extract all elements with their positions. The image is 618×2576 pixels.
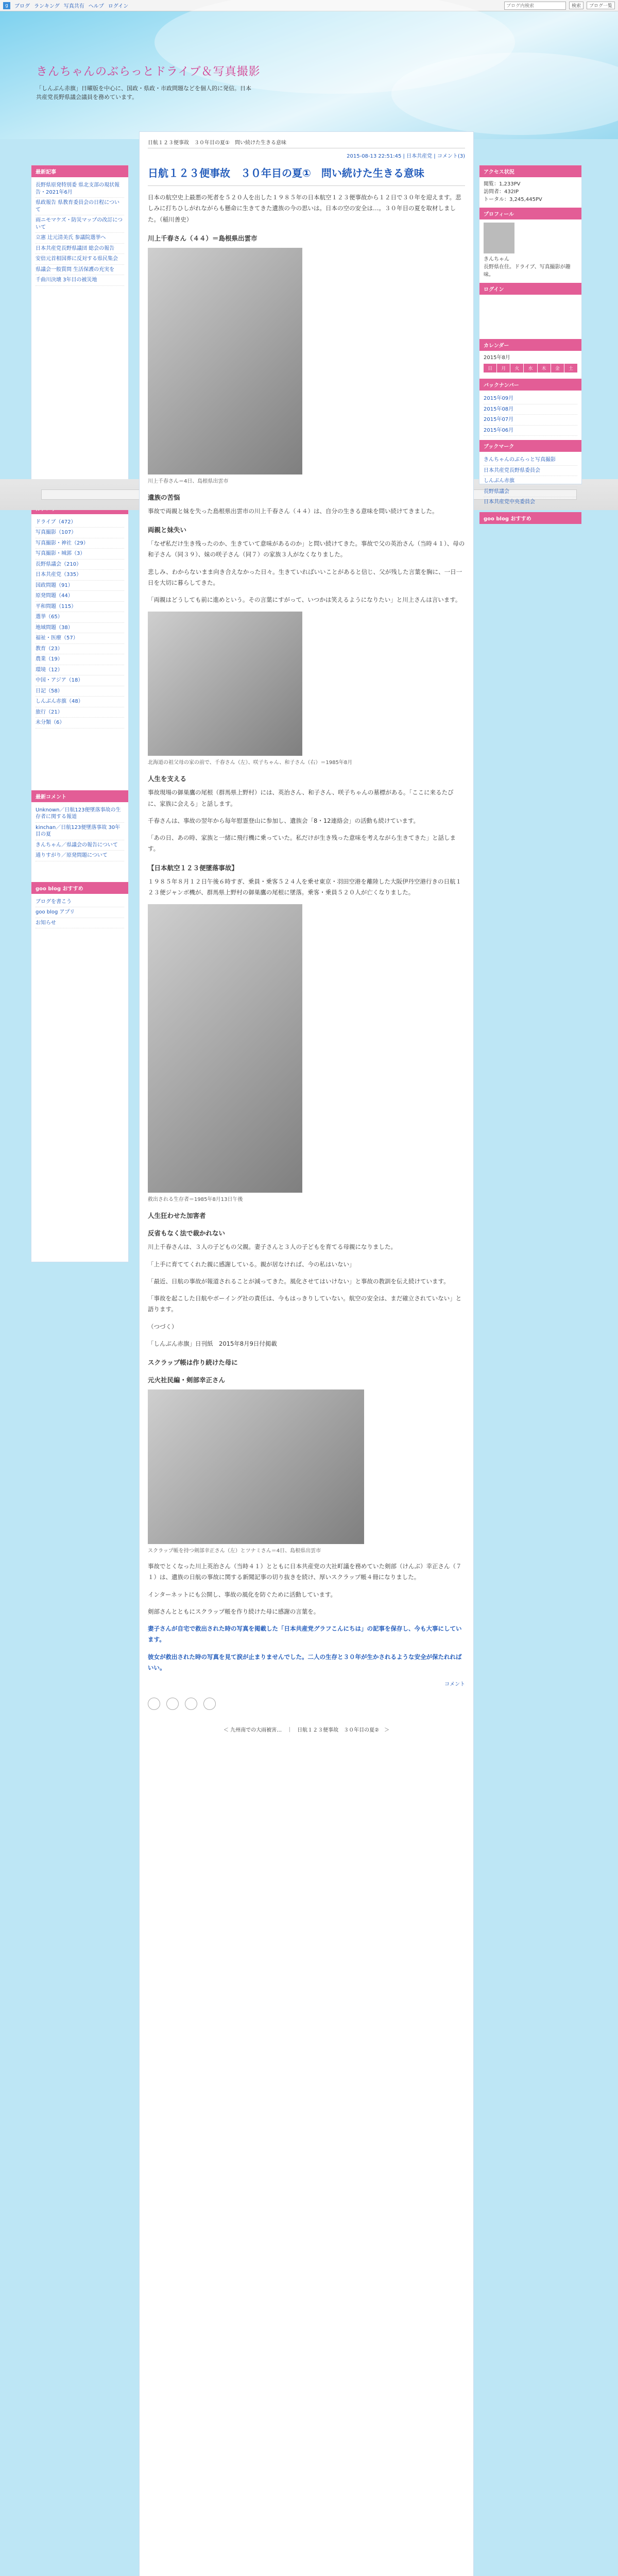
access-heading: アクセス状況 xyxy=(479,165,581,177)
paragraph: 事故でとくなった川上英治さん（当時４１）とともに日本共産党の大社町議を務めていた剣部（けんぶ）幸正さん（７１）は、遺族の日航の事故に関する新聞記事の切り抜きを続け、厚いスクラップ帳４冊になりました。 xyxy=(148,1563,462,1581)
category-link[interactable]: 原発問題（44） xyxy=(36,591,124,602)
category-link[interactable]: 国政問題（91） xyxy=(36,581,124,591)
comment-link[interactable]: kinchan／日航123便墜落事故 30年目の夏 xyxy=(36,823,124,840)
left-sidebar xyxy=(31,165,129,1262)
post-footer-comments-link[interactable]: コメント xyxy=(444,1682,465,1688)
paragraph: 「両親はどうしても前に進めという。その言葉にすがって、いつかは笑えるようになりたい」と川上さんは言います。 xyxy=(148,596,461,604)
photo-caption: スクラップ帳を持つ剣部幸正さん（左）とツナミさん＝4日、島根県出雲市 xyxy=(148,1548,321,1554)
backnumber-heading: バックナンバー xyxy=(479,379,581,391)
paragraph: 千春さんは、事故の翌年から毎年慰霊登山に参加し、遺族会「8・12連絡会」の活動も続けています。 xyxy=(148,817,420,824)
calendar: 日 月 火 水 木 金 土 xyxy=(479,362,581,375)
post-lede: 日本の航空史上最悪の死者を５２０人を出した１９８５年の日本航空１２３便事故から１２日で３０年を迎えます。悲しみに打ちひしがれながらも懸命に生きてきた遺族の今の思いは。日本の空の安全は…。３０年目の夏を取材しました。（稲川善史） xyxy=(148,194,461,223)
login-heading[interactable]: ログイン xyxy=(479,283,581,295)
recent-post-link[interactable]: 県政報告 県教育委員会の日程について xyxy=(36,198,124,215)
share-hatena-icon[interactable] xyxy=(203,1698,216,1710)
goo-recommend-heading: goo blog おすすめ xyxy=(31,882,128,894)
topbar-link-blog[interactable]: ブログ xyxy=(14,4,30,9)
category-link[interactable]: 長野県議会（210） xyxy=(36,560,124,570)
backnumber-link[interactable]: 2015年09月 xyxy=(484,394,577,404)
category-link[interactable]: 農業（19） xyxy=(36,654,124,665)
calendar-heading: カレンダー xyxy=(479,339,581,351)
search-button[interactable]: 検索 xyxy=(569,2,583,9)
recent-posts-heading: 最新記事 xyxy=(31,165,128,177)
share-buttons xyxy=(148,1698,465,1710)
paragraph: 「事故を起こした日航やボーイング社の責任は、今もはっきりしていない。航空の安全は、まだ確立されていない」と語ります。 xyxy=(148,1295,462,1313)
category-link[interactable]: 写真撮影・神社（29） xyxy=(36,538,124,549)
category-link[interactable]: 環境（12） xyxy=(36,665,124,676)
recent-post-link[interactable]: 県議会一般質問 生活保護の充実を xyxy=(36,265,124,276)
category-link[interactable]: ドライブ（472） xyxy=(36,517,124,528)
recent-post-link[interactable]: 安倍元首相国葬に反対する県民集会 xyxy=(36,254,124,265)
paragraph: 事故で両親と妹を失った島根県出雲市の川上千春さん（４４）は、自分の生きる意味を問い続けてきました。 xyxy=(148,507,438,515)
post-meta: 2015-08-13 22:51:45 | 日本共産党 | コメント(3) xyxy=(347,154,465,159)
category-link[interactable]: 写真撮影・城郭（3） xyxy=(36,549,124,560)
section-heading: 川上千春さん（４４）＝島根県出雲市 xyxy=(148,234,258,242)
portrait-photo xyxy=(148,248,302,474)
paragraph: １９８５年８月１２日午後６時すぎ、乗員・乗客５２４人を乗せ東京・羽田空港を離陸した大阪伊丹空港行きの日航１２３便ジャンボ機が、群馬県上野村の御巣鷹の尾根に墜落。乗客・乗員５２０人が亡くなりました。 xyxy=(148,877,462,896)
profile-heading: プロフィール xyxy=(479,208,581,219)
category-link[interactable]: 地域問題（38） xyxy=(36,623,124,634)
comment-link[interactable]: Unknown／日航123便墜落事故の生存者に関する報道 xyxy=(36,805,124,823)
blog-list-button[interactable]: ブログ一覧 xyxy=(587,2,615,9)
category-link[interactable]: 未分類（6） xyxy=(36,718,124,728)
source-note: 「しんぶん赤旗」日刊紙 2015年8月9日付掲載 xyxy=(148,1340,277,1347)
goo-logo-icon[interactable]: g xyxy=(3,2,10,9)
post-header-row xyxy=(148,138,465,148)
topbar-link-photo[interactable]: 写真共有 xyxy=(63,4,84,9)
recent-post-link[interactable]: 立憲 辻元清美氏 参議院選挙へ xyxy=(36,233,124,244)
family-photo xyxy=(148,612,302,756)
recommend-link[interactable]: ブログを書こう xyxy=(36,897,124,908)
section-heading: スクラップ帳は作り続けた母に xyxy=(148,1359,238,1367)
scrapbook-photo xyxy=(148,1389,364,1544)
category-link[interactable]: 福祉・医療（57） xyxy=(36,633,124,644)
emphasis-paragraph: 彼女が救出された時の写真を見て涙が止まりませんでした。二人の生存と３０年が生かされるような安全が保たれればいい。 xyxy=(148,1653,462,1671)
paragraph: 事故現場の御巣鷹の尾根（群馬県上野村）には、英治さん、和子さん、咲子ちゃんの墓標がある。「ここに来るたびに、家族に会える」と話します。 xyxy=(148,789,454,807)
comment-link[interactable]: 通りすがり／原発問題について xyxy=(36,851,124,861)
emphasis-paragraph: 妻子さんが自宅で救出された時の写真を掲載した「日本共産党グラフこんにちは」の記事を保存し、今も大事にしています。 xyxy=(148,1625,462,1643)
paragraph: 「あの日、あの時、家族と一緒に飛行機に乗っていた。私だけが生き残った意味を考えながら生きてきた」と話します。 xyxy=(148,834,456,853)
paragraph: インターネットにも公開し、事故の風化を防ぐために活動しています。 xyxy=(148,1590,337,1598)
recent-post-link[interactable]: 千曲川決壊 3年目の被災地 xyxy=(36,275,124,286)
section-heading: 人生を支える xyxy=(148,775,187,783)
main-article xyxy=(139,131,474,2576)
recent-post-link[interactable]: 雨ニモマケズ・防災マップの改訂について xyxy=(36,215,124,233)
post-footer-meta xyxy=(148,1680,465,1687)
topbar-link-help[interactable]: ヘルプ xyxy=(88,4,104,9)
recent-post-link[interactable]: 長野県原発特別委 県北支部の現状報告・2021年6月 xyxy=(36,180,124,198)
section-heading: 反省もなく法で裁かれない xyxy=(148,1229,226,1238)
blog-search-input[interactable] xyxy=(504,2,566,10)
post-pager[interactable]: ＜ 九州南での大雨被害… ｜ 日航１２３便事故 ３０年目の夏② ＞ xyxy=(223,1727,390,1734)
blog-header xyxy=(0,11,618,139)
profile-block xyxy=(479,223,581,279)
topbar-link-ranking[interactable]: ランキング xyxy=(34,4,60,9)
recommend-link[interactable]: お知らせ xyxy=(36,918,124,929)
post-title[interactable]: 日航１２３便事故 ３０年目の夏① 問い続けた生きる意味 xyxy=(148,166,465,186)
section-heading: 遺族の苦悩 xyxy=(148,493,180,501)
right-sidebar xyxy=(479,165,582,522)
category-link[interactable]: 平和問題（115） xyxy=(36,602,124,613)
recent-comments-heading: 最新コメント xyxy=(31,790,128,802)
avatar[interactable] xyxy=(484,223,514,253)
topbar-link-login[interactable]: ログイン xyxy=(108,4,129,9)
bookmark-link[interactable]: きんちゃんのぶらっと写真撮影 xyxy=(484,455,577,466)
comment-link[interactable]: きんちゃん／県議会の報告について xyxy=(36,840,124,851)
profile-name[interactable]: きんちゃん xyxy=(484,257,509,262)
paragraph: 川上千春さんは、３人の子どもの父親。妻子さんと３人の子どもを育てる母親になりました。 xyxy=(148,1243,397,1251)
category-link[interactable]: 日本共産党（335） xyxy=(36,570,124,581)
share-twitter-icon[interactable] xyxy=(148,1698,160,1710)
bookmark-link[interactable]: 日本共産党中央委員会 xyxy=(484,497,577,508)
paragraph: 「なぜ私だけ生き残ったのか、生きていて意味があるのか」と問い続けてきた。事故で父の英治さん（当時４１）、母の和子さん（同３９）、妹の咲子さん（同７）の家族３人がなくなりました。 xyxy=(148,540,465,558)
section-heading: 元火社民編・剣部幸正さん xyxy=(148,1376,226,1384)
profile-desc: 長野県在住。ドライブ、写真撮影が趣味。 xyxy=(484,264,571,278)
share-facebook-icon[interactable] xyxy=(166,1698,179,1710)
post-date: 2015-08-13 22:51:45 xyxy=(347,154,402,159)
backnumber-link[interactable]: 2015年07月 xyxy=(484,415,577,426)
category-link[interactable]: 選挙（65） xyxy=(36,612,124,623)
bookmark-link[interactable]: 長野県議会 xyxy=(484,487,577,498)
paragraph: （つづく） xyxy=(148,1323,178,1330)
photo-caption: 川上千春さん＝4日、島根県出雲市 xyxy=(148,478,229,484)
category-link[interactable]: 写真撮影（107） xyxy=(36,528,124,538)
category-link[interactable]: 教育（23） xyxy=(36,644,124,655)
share-line-icon[interactable] xyxy=(185,1698,197,1710)
post-small-title: 日航１２３便事故 ３０年目の夏① 問い続けた生きる意味 xyxy=(148,140,286,146)
calendar-month: 2015年8月 xyxy=(484,355,510,361)
section-heading: 人生狂わせた加害者 xyxy=(148,1212,206,1220)
category-link[interactable]: 日記（58） xyxy=(36,686,124,697)
paragraph: 「最近、日航の事故が報道されることが減ってきた。風化させてはいけない」と事故の教訓を伝え続けています。 xyxy=(148,1277,450,1285)
blog-description: 「しんぶん赤旗」日曜版を中心に、国政・県政・市政問題などを個人的に発信。日本共産党長野県議会議員を務めています。 xyxy=(36,85,251,100)
paragraph: 剣部さんとともにスクラップ帳を作り続けた母に感謝の言葉を。 xyxy=(148,1607,320,1615)
category-link[interactable]: 旅行（21） xyxy=(36,707,124,718)
post-category-link[interactable]: 日本共産党 xyxy=(406,154,433,159)
recent-post-link[interactable]: 日本共産党長野県議団 総会の報告 xyxy=(36,244,124,255)
post-comments-link[interactable]: コメント(3) xyxy=(437,154,465,159)
paragraph: 悲しみ、わからないまま向き合えなかった日々。生きていればいいことがあると信じ、父が残した言葉を胸に、一日一日を大切に暮らしてきた。 xyxy=(148,568,462,586)
rescue-photo xyxy=(148,904,302,1193)
bookmark-heading: ブックマーク xyxy=(479,440,581,452)
photo-caption: 北海道の祖父母の家の前で、千春さん（左）、咲子ちゃん、和子さん（右）＝1985年8月 xyxy=(148,760,353,766)
backnumber-link[interactable]: 2015年08月 xyxy=(484,404,577,415)
photo-caption: 救出される生存者＝1985年8月13日午後 xyxy=(148,1197,243,1203)
goo-recommend-right-heading: goo blog おすすめ xyxy=(479,512,581,524)
post-body xyxy=(148,192,465,1673)
bookmark-link[interactable]: 日本共産党長野県委員会 xyxy=(484,466,577,477)
blog-title[interactable]: きんちゃんのぶらっとドライブ＆写真撮影 xyxy=(36,65,261,78)
section-heading: 【日本航空１２３便墜落事故】 xyxy=(148,863,238,872)
access-stats: 閲覧：1,233PV 訪問者：432IP トータル：3,245,445PV xyxy=(484,181,542,202)
section-heading: 両親と妹失い xyxy=(148,526,187,534)
paragraph: 「上手に育ててくれた親に感謝している。親が居なければ、今の私はいない」 xyxy=(148,1260,355,1268)
recommend-link[interactable]: goo blog アプリ xyxy=(36,907,124,918)
category-link[interactable]: しんぶん赤旗（48） xyxy=(36,697,124,707)
bookmark-link[interactable]: しんぶん赤旗 xyxy=(484,476,577,487)
backnumber-link[interactable]: 2015年06月 xyxy=(484,426,577,436)
category-link[interactable]: 中国・アジア（18） xyxy=(36,675,124,686)
